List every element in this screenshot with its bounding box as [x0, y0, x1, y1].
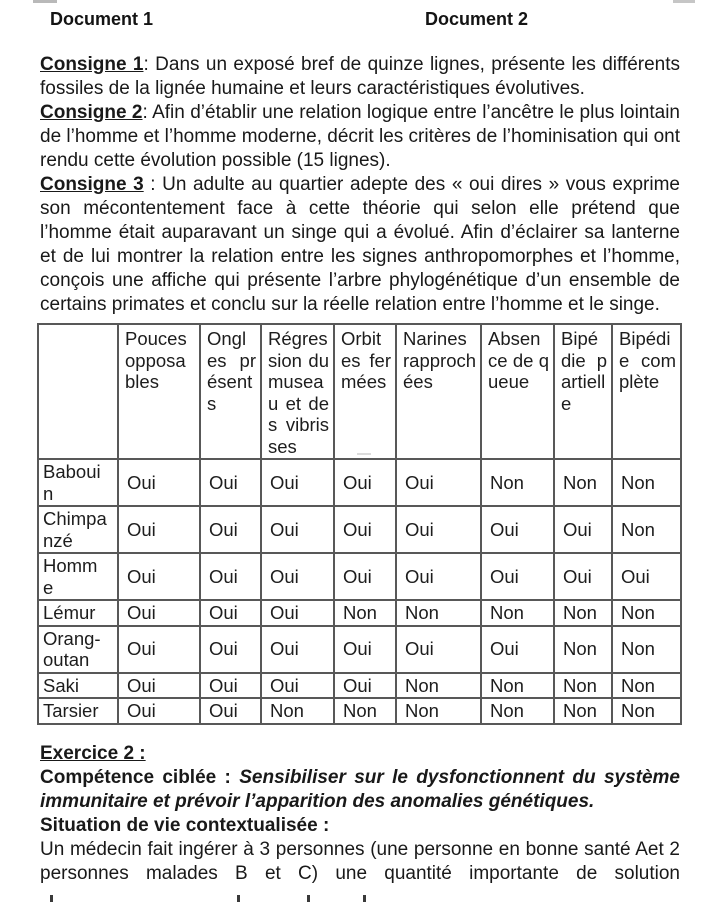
column-header: Bipédie complète	[612, 324, 681, 459]
competence-label: Compétence ciblée :	[40, 766, 231, 788]
document-headers	[0, 0, 720, 38]
table-cell: Oui	[118, 673, 200, 699]
consignes-section	[40, 53, 680, 317]
table-cell: Oui	[200, 698, 261, 724]
table-cell: Non	[554, 673, 612, 699]
column-header: Narines rapprochées	[396, 324, 481, 459]
document-2-title: Document 2	[425, 9, 529, 29]
table-row	[38, 673, 681, 699]
table-cell: Oui	[261, 553, 334, 600]
exercice-2-section	[40, 742, 680, 886]
table-cell: Non	[554, 459, 612, 506]
table-cell: Non	[334, 600, 396, 626]
cutoff-text-artifact	[363, 895, 366, 902]
table-corner-cell	[38, 324, 118, 459]
table-cell: Oui	[200, 553, 261, 600]
table-cell: Oui	[334, 459, 396, 506]
table-cell: Oui	[396, 626, 481, 673]
situation-label: Situation de vie contextualisée :	[40, 814, 330, 836]
cutoff-text-artifact	[307, 895, 310, 902]
table-cell: Non	[481, 600, 554, 626]
situation-label-paragraph	[40, 814, 680, 838]
consigne-1-separator: :	[143, 54, 149, 75]
consigne-1-text: Dans un exposé bref de quinze lignes, présente les différents fossiles de la lignée humaine et leurs caractéristiques évolutives.	[40, 54, 681, 99]
table-cell: Oui	[261, 459, 334, 506]
table-cell: Oui	[481, 553, 554, 600]
competence-text: Sensibiliser sur le dysfonctionnent du système immunitaire et prévoir l’apparition des anomalies génétiques.	[40, 766, 681, 812]
table-row	[38, 459, 681, 506]
situation-text-paragraph: Un médecin fait ingérer à 3 personnes (une personne en bonne santé Aet 2 personnes malades B et C) une quantité importante de solution	[40, 838, 680, 884]
table-cell: Non	[554, 698, 612, 724]
table-cell: Non	[612, 673, 681, 699]
competence-paragraph	[40, 766, 680, 814]
table-cell: Non	[396, 600, 481, 626]
column-header: Pouces opposables	[118, 324, 200, 459]
table-cell: Oui	[261, 626, 334, 673]
consigne-2-text: Afin d’établir une relation logique entre l’ancêtre le plus lointain de l’homme et l’homme moderne, décrit les critères de l’hominisation qui ont rendu cette évolution possible (15 lignes).	[40, 102, 680, 171]
table-row	[38, 553, 681, 600]
exercice-2-title: Exercice 2 :	[40, 742, 146, 764]
table-cell: Non	[481, 673, 554, 699]
table-cell: Oui	[261, 673, 334, 699]
row-header: Tarsier	[38, 698, 118, 724]
primates-table-wrapper	[37, 323, 720, 725]
scan-smudge	[357, 453, 371, 455]
table-cell: Oui	[200, 626, 261, 673]
consigne-1-paragraph	[40, 53, 680, 101]
consigne-2-label: Consigne 2	[40, 102, 143, 123]
column-header: Absence de queue	[481, 324, 554, 459]
table-header-row	[38, 324, 681, 459]
table-cell: Oui	[200, 673, 261, 699]
table-body	[38, 459, 681, 724]
table-row	[38, 626, 681, 673]
table-cell: Oui	[554, 553, 612, 600]
table-cell: Non	[396, 698, 481, 724]
row-header: Orang-outan	[38, 626, 118, 673]
consigne-1-label: Consigne 1	[40, 54, 144, 75]
table-cell: Oui	[481, 506, 554, 553]
table-cell: Oui	[612, 553, 681, 600]
consigne-3-paragraph	[40, 173, 680, 317]
consigne-2-separator: :	[142, 102, 148, 123]
row-header: Lémur	[38, 600, 118, 626]
table-row	[38, 600, 681, 626]
column-header: Bipédie partielle	[554, 324, 612, 459]
exercice-2-title-paragraph	[40, 742, 680, 766]
column-header: Régression du museau et des vibrisses	[261, 324, 334, 459]
table-cell: Oui	[118, 600, 200, 626]
table-cell: Non	[554, 600, 612, 626]
table-cell: Oui	[334, 626, 396, 673]
document-1-title: Document 1	[50, 9, 154, 29]
consigne-3-separator: :	[143, 174, 156, 195]
table-cell: Non	[481, 459, 554, 506]
consigne-3-text: Un adulte au quartier adepte des « oui dires » vous exprime son mécontentement face à cette théorie qui selon elle prétend que l’homme était auparavant un singe qui a évolué. Afin d’éclairer sa lanterne et de lui montrer la relation entre les signes anthropomorphes et l’homme, conçois une affiche qui présente l’arbre phylogénétique d’un ensemble de certains primates et conclu sur la réelle relation entre l’homme et le singe.	[40, 174, 680, 315]
table-cell: Non	[261, 698, 334, 724]
table-cell: Oui	[200, 459, 261, 506]
table-cell: Non	[612, 600, 681, 626]
cutoff-text-artifact	[237, 895, 240, 902]
table-cell: Oui	[334, 553, 396, 600]
table-cell: Non	[481, 698, 554, 724]
table-cell: Oui	[396, 553, 481, 600]
table-cell: Oui	[396, 506, 481, 553]
consigne-2-paragraph	[40, 101, 680, 173]
table-cell: Oui	[334, 673, 396, 699]
table-cell: Oui	[261, 600, 334, 626]
table-cell: Non	[554, 626, 612, 673]
table-cell: Non	[396, 673, 481, 699]
row-header: Saki	[38, 673, 118, 699]
cutoff-text-artifact	[50, 895, 53, 902]
table-cell: Non	[612, 626, 681, 673]
row-header: Homme	[38, 553, 118, 600]
table-cell: Oui	[554, 506, 612, 553]
table-cell: Non	[334, 698, 396, 724]
table-cell: Non	[612, 698, 681, 724]
column-header: Ongles présents	[200, 324, 261, 459]
table-cell: Oui	[334, 506, 396, 553]
consigne-3-label: Consigne 3	[40, 174, 144, 195]
table-row	[38, 506, 681, 553]
row-header: Chimpanzé	[38, 506, 118, 553]
table-cell: Oui	[261, 506, 334, 553]
table-row	[38, 698, 681, 724]
table-cell: Oui	[481, 626, 554, 673]
table-cell: Oui	[118, 553, 200, 600]
table-cell: Non	[612, 459, 681, 506]
table-cell: Non	[612, 506, 681, 553]
table-cell: Oui	[118, 506, 200, 553]
table-cell: Oui	[396, 459, 481, 506]
primates-characteristics-table	[37, 323, 682, 725]
table-cell: Oui	[200, 506, 261, 553]
column-header: Orbites fermées	[334, 324, 396, 459]
table-cell: Oui	[118, 459, 200, 506]
row-header: Babouin	[38, 459, 118, 506]
table-cell: Oui	[200, 600, 261, 626]
table-cell: Oui	[118, 698, 200, 724]
table-cell: Oui	[118, 626, 200, 673]
